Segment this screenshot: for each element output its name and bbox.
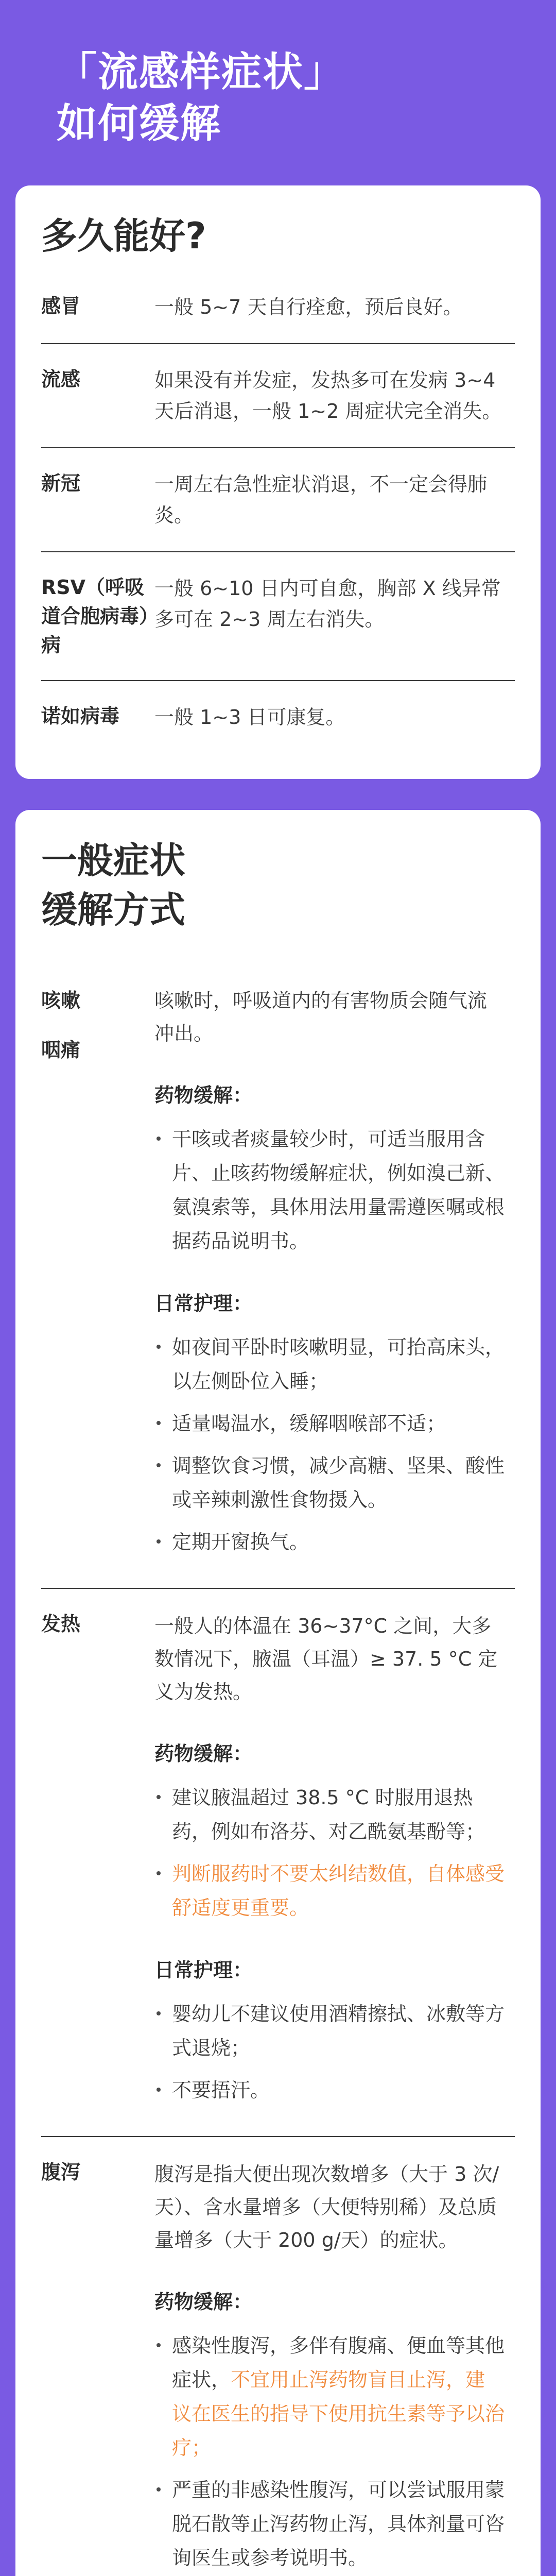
page-title-line2: 如何缓解 bbox=[57, 100, 222, 147]
symptom-body bbox=[154, 2158, 515, 2576]
list-item: 婴幼儿不建议使用酒精擦拭、冰敷等方式退烧； bbox=[154, 1997, 505, 2065]
row-label: 新冠 bbox=[41, 472, 81, 495]
symptom-intro: 咳嗽时，呼吸道内的有害物质会随气流冲出。 bbox=[154, 989, 488, 1045]
medication-heading: 药物缓解： bbox=[154, 2291, 253, 2313]
bullet-dot bbox=[157, 2011, 161, 2015]
list-item: 建议腋温超过 38.5 °C 时服用退热药，例如布洛芬、对乙酰氨基酚等； bbox=[154, 1781, 505, 1849]
duration-row-cold bbox=[41, 281, 515, 343]
symptom-intro: 一般人的体温在 36~37°C 之间，大多数情况下，腋温（耳温）≥ 37. 5 °C 定义为发热。 bbox=[154, 1615, 498, 1703]
bullet-dot bbox=[157, 2088, 161, 2092]
bullet-dot bbox=[157, 1871, 161, 1875]
row-label: 感冒 bbox=[41, 295, 81, 317]
symptom-label: 腹泻 bbox=[41, 2161, 81, 2183]
medication-list bbox=[154, 1781, 505, 1925]
list-item: 适量喝温水，缓解咽喉部不适； bbox=[154, 1406, 505, 1440]
symptom-intro: 腹泻是指大便出现次数增多（大于 3 次/天）、含水量增多（大便特别稀）及总质量增多（大于 200 g/天）的症状。 bbox=[154, 2163, 499, 2251]
medication-heading: 药物缓解： bbox=[154, 1742, 253, 1765]
medication-list bbox=[154, 1122, 505, 1258]
duration-row-norovirus bbox=[41, 680, 515, 753]
care-list bbox=[154, 1997, 505, 2107]
duration-row-covid bbox=[41, 447, 515, 551]
symptom-label: 发热 bbox=[41, 1613, 81, 1635]
duration-card bbox=[15, 185, 541, 779]
row-label: RSV（呼吸道合胞病毒）病 bbox=[41, 576, 149, 656]
row-label: 流感 bbox=[41, 368, 81, 391]
row-description: 一般 5~7 天自行痊愈，预后良好。 bbox=[154, 296, 463, 318]
list-item bbox=[154, 2329, 505, 2465]
symptom-label-line2: 咽痛 bbox=[41, 1039, 81, 1061]
symptoms-title-line2: 缓解方式 bbox=[41, 889, 185, 931]
row-description: 一般 6~10 日内可自愈，胸部 X 线异常多可在 2~3 周左右消失。 bbox=[154, 577, 501, 631]
symptom-cough bbox=[41, 955, 515, 1588]
list-item: 定期开窗换气。 bbox=[154, 1525, 505, 1559]
symptom-fever bbox=[41, 1588, 515, 2136]
list-item: 如夜间平卧时咳嗽明显，可抬高床头，以左侧卧位入睡； bbox=[154, 1330, 505, 1398]
care-list bbox=[154, 1330, 505, 1559]
duration-row-rsv bbox=[41, 551, 515, 680]
list-item: 干咳或者痰量较少时，可适当服用含片、止咳药物缓解症状，例如溴己新、氨溴索等，具体用法用量需遵医嘱或根据药品说明书。 bbox=[154, 1122, 505, 1258]
row-description: 一般 1~3 日可康复。 bbox=[154, 706, 345, 728]
symptoms-title bbox=[41, 836, 515, 955]
row-description: 如果没有并发症，发热多可在发病 3~4 天后消退，一般 1~2 周症状完全消失。 bbox=[154, 369, 502, 422]
medication-heading: 药物缓解： bbox=[154, 1084, 253, 1107]
row-label: 诺如病毒 bbox=[41, 705, 120, 727]
bullet-dot bbox=[157, 1463, 161, 1467]
duration-title: 多久能好? bbox=[41, 215, 206, 257]
symptoms-title-line1: 一般症状 bbox=[41, 839, 185, 882]
page-title-line1: 「流感样症状」 bbox=[57, 49, 345, 95]
symptom-label bbox=[41, 976, 154, 1567]
bullet-dot bbox=[157, 1421, 161, 1425]
warning-list-item: 判断服药时不要太纠结数值，自体感受舒适度更重要。 bbox=[154, 1857, 505, 1925]
symptoms-card bbox=[15, 810, 541, 2576]
bullet-dot bbox=[157, 1137, 161, 1141]
medication-list bbox=[154, 2329, 505, 2575]
bullet-dot bbox=[157, 1345, 161, 1349]
bullet-dot bbox=[157, 1795, 161, 1799]
duration-row-flu bbox=[41, 343, 515, 447]
bullet-dot bbox=[157, 2343, 161, 2347]
symptom-diarrhea bbox=[41, 2136, 515, 2576]
row-description: 一周左右急性症状消退，不一定会得肺炎。 bbox=[154, 473, 488, 527]
item-warning-text: 不宜用止泻药物盲目止泻，建议在医生的指导下使用抗生素等予以治疗； bbox=[172, 2368, 505, 2459]
duration-table bbox=[41, 281, 515, 753]
item-text: 感染性腹泻，多伴有腹痛、便血等其他症状， bbox=[172, 2334, 505, 2391]
care-heading: 日常护理： bbox=[154, 1959, 253, 1981]
list-item: 调整饮食习惯，减少高糖、坚果、酸性或辛辣刺激性食物摄入。 bbox=[154, 1449, 505, 1517]
hero-header bbox=[0, 0, 556, 185]
symptom-body bbox=[154, 1609, 515, 2115]
bullet-dot bbox=[157, 2487, 161, 2492]
care-heading: 日常护理： bbox=[154, 1292, 253, 1315]
symptom-body bbox=[154, 976, 515, 1567]
bullet-dot bbox=[157, 1539, 161, 1544]
list-item: 严重的非感染性腹泻，可以尝试服用蒙脱石散等止泻药物止泻，具体剂量可咨询医生或参考说明书。 bbox=[154, 2473, 505, 2575]
list-item: 不要捂汗。 bbox=[154, 2073, 505, 2107]
symptom-label-line1: 咳嗽 bbox=[41, 989, 81, 1012]
